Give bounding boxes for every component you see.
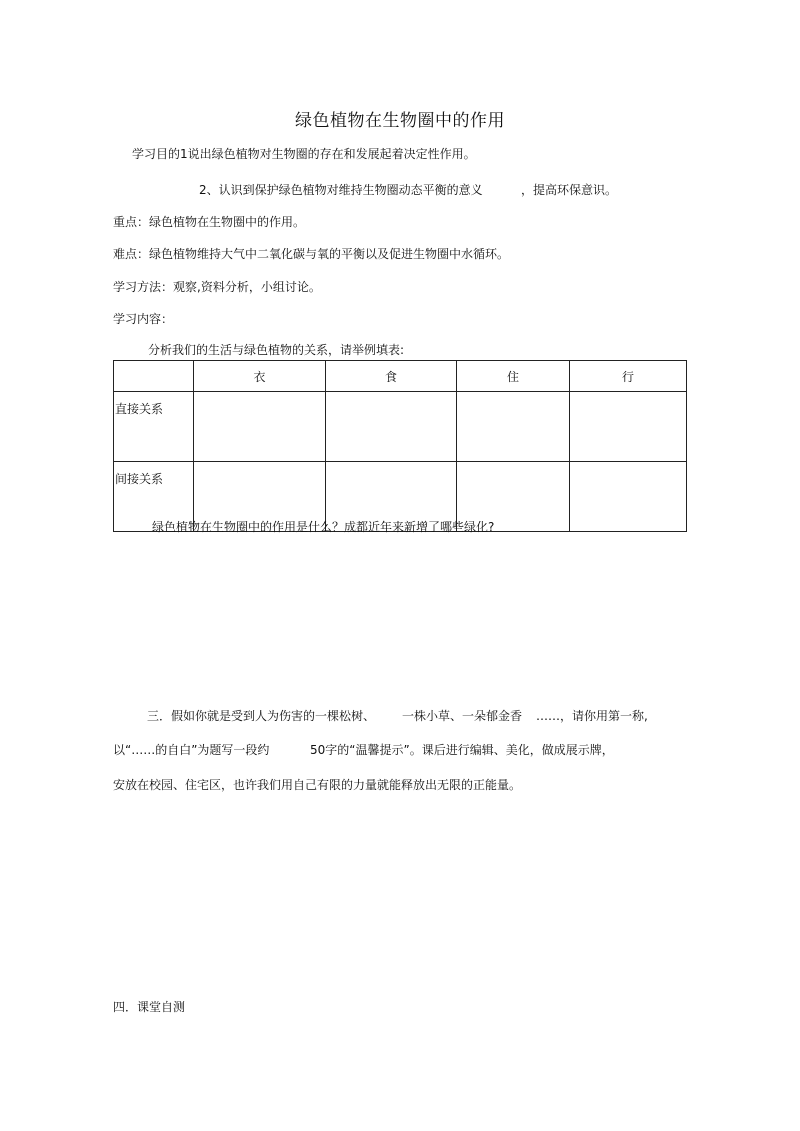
section3-line1-part2: 一株小草、一朵郁金香	[402, 709, 523, 723]
table-header-row	[114, 361, 687, 392]
table-row-direct	[114, 392, 687, 462]
section4-heading: 四．课堂自测	[113, 1000, 186, 1014]
table-cell-direct-housing[interactable]	[457, 392, 570, 462]
section3-line1-part3: ……，请你用第一称,	[536, 709, 648, 723]
section3-line2-part1: 以“……的自白”为题写一段约	[113, 743, 270, 757]
table-cell-direct-food[interactable]	[326, 392, 457, 462]
section3-line2-part2: 50字的“温馨提示”。课后进行编辑、美化，做成展示牌，	[310, 743, 614, 757]
objective-2-part2: ，提高环保意识。	[521, 183, 618, 197]
table-intro: 分析我们的生活与绿色植物的关系，请举例填表:	[148, 343, 405, 357]
table-cell-direct-clothing[interactable]	[194, 392, 326, 462]
question-text: 绿色植物在生物圈中的作用是什么？成都近年来新增了哪些绿化?	[152, 520, 495, 534]
table-cell-indirect-travel[interactable]	[570, 462, 687, 532]
objective-1: 学习目的1说出绿色植物对生物圈的存在和发展起着决定性作用。	[132, 147, 476, 161]
section3-line3: 安放在校园、住宅区，也许我们用自己有限的力量就能释放出无限的正能量。	[113, 778, 522, 792]
page-title: 绿色植物在生物圈中的作用	[295, 111, 505, 131]
table-row-label-direct: 直接关系	[114, 392, 194, 462]
learning-method: 学习方法：观察,资料分析，小组讨论。	[113, 280, 321, 294]
table-header-travel: 行	[570, 361, 687, 392]
table-header-food: 食	[326, 361, 457, 392]
difficulty: 难点：绿色植物维持大气中二氧化碳与氧的平衡以及促进生物圈中水循环。	[113, 247, 510, 261]
table-header-housing: 住	[457, 361, 570, 392]
section3-line1-part1: 三．假如你就是受到人为伤害的一棵松树、	[147, 709, 376, 723]
table-cell-direct-travel[interactable]	[570, 392, 687, 462]
content-label: 学习内容：	[113, 312, 174, 326]
table-header-clothing: 衣	[194, 361, 326, 392]
table-header-corner	[114, 361, 194, 392]
relationship-table	[113, 360, 687, 532]
objective-2-part1: 2、认识到保护绿色植物对维持生物圈动态平衡的意义	[199, 183, 483, 197]
key-point: 重点：绿色植物在生物圈中的作用。	[113, 215, 306, 229]
table-row-label-indirect: 间接关系	[114, 462, 194, 532]
